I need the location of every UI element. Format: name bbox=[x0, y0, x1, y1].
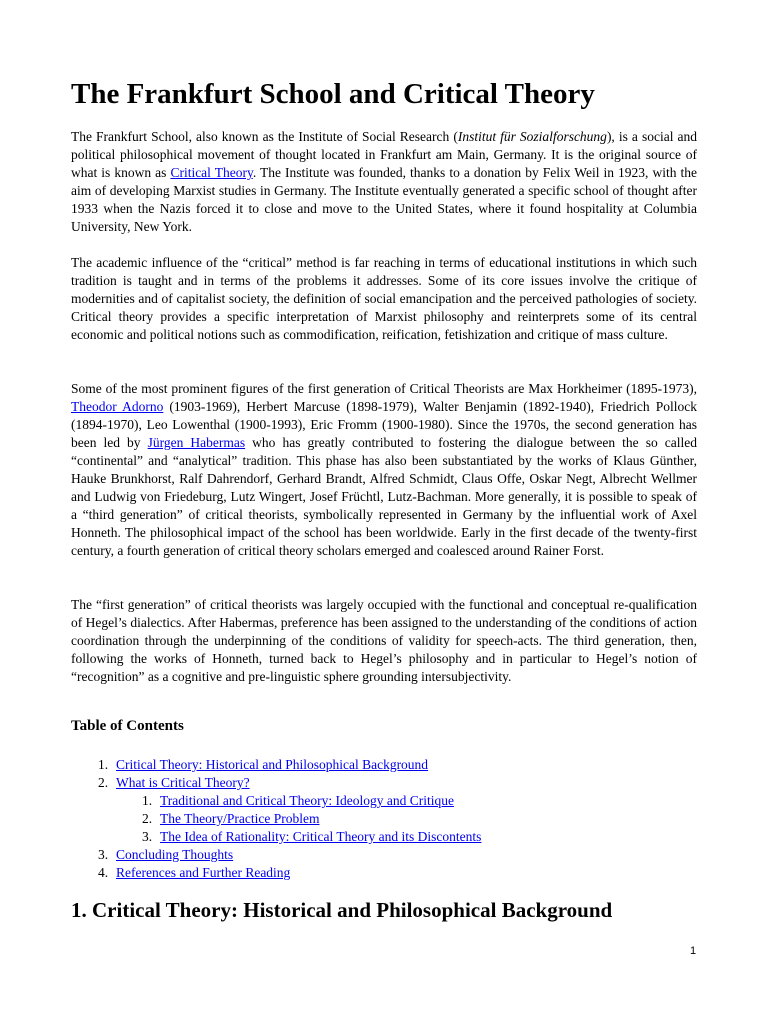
toc-number: 3. bbox=[98, 847, 109, 862]
institute-german-name: Institut für Sozialforschung bbox=[457, 129, 607, 144]
toc-link-what-is[interactable]: What is Critical Theory? bbox=[116, 775, 250, 790]
toc-link-concluding[interactable]: Concluding Thoughts bbox=[116, 847, 234, 862]
toc-title: Table of Contents bbox=[71, 718, 184, 734]
influence-paragraph: The academic influence of the “critical” method is far reaching in terms of educational institutions in which such tradition is taught and in terms of the problems it addresses. Some of its core issues involve the critique of modernities and of capitalist society, the definition of social emancipation and the perceived pathologies of society. Critical theory provides a specific interpretation of Marxist philosophy and reinterprets some of its central economic and political notions such as commodification, reification, fetishization and critique of mass culture. bbox=[71, 255, 697, 342]
toc-number: 2. bbox=[98, 775, 109, 790]
paragraph-text: (1903-1969), Herbert Marcuse (1898-1979), Walter Benjamin (1892-1940), Friedrich Pollock (1894-1970), Leo Lowenthal (1900-1993), Eric Fromm (1900-1980). Since the 1970s, the second generation has been led by bbox=[71, 399, 698, 450]
intro-paragraph bbox=[71, 128, 697, 236]
toc-link-traditional[interactable]: Traditional and Critical Theory: Ideology and Critique bbox=[160, 793, 454, 808]
paragraph-text: ), is a social and political philosophical movement of thought located in Frankfurt am Main, Germany. It is the original source of what is known as bbox=[71, 129, 697, 180]
toc-number: 2. bbox=[142, 811, 153, 826]
figures-paragraph bbox=[71, 380, 697, 560]
toc-link-background[interactable]: Critical Theory: Historical and Philosophical Background bbox=[116, 757, 429, 772]
paragraph-text: who has greatly contributed to fostering the dialogue between the so called “continental” and “analytical” tradition. This phase has also been substantiated by the works of Klaus Günther, Hauke Brunkhorst, Ralf Dahrendorf, Gerhard Brandt, Alfred Schmidt, Claus Offe, Oskar Negt, Albrecht Wellmer and Ludwig von Friedeburg, Lutz Wingert, Josef Früchtl, Lutz-Bachman. More generally, it is possible to speak of a “third generation” of critical theorists, symbolically represented in Germany by the influential work of Axel Honneth. The philosophical impact of the school has been worldwide. Early in the first decade of the twenty-first century, a fourth generation of critical theory scholars emerged and coalesced around Rainer Forst. bbox=[71, 435, 697, 558]
section-heading: 1. Critical Theory: Historical and Philosophical Background bbox=[71, 898, 613, 922]
jurgen-habermas-link[interactable]: Jürgen Habermas bbox=[147, 435, 246, 450]
toc-subitem bbox=[71, 792, 481, 810]
toc-number: 1. bbox=[142, 793, 153, 808]
toc-number: 3. bbox=[142, 829, 153, 844]
theodor-adorno-link[interactable]: Theodor Adorno bbox=[71, 399, 164, 414]
toc-item bbox=[71, 846, 481, 864]
toc-subitem bbox=[71, 828, 481, 846]
toc-number: 1. bbox=[98, 757, 109, 772]
paragraph-text: The Frankfurt School, also known as the Institute of Social Research ( bbox=[71, 129, 458, 144]
table-of-contents bbox=[71, 756, 481, 882]
toc-number: 4. bbox=[98, 865, 109, 880]
toc-link-theory-practice[interactable]: The Theory/Practice Problem bbox=[160, 811, 320, 826]
toc-subitem bbox=[71, 810, 481, 828]
page-number: 1 bbox=[690, 945, 697, 957]
toc-item bbox=[71, 756, 481, 774]
toc-item bbox=[71, 864, 481, 882]
toc-item bbox=[71, 774, 481, 792]
paragraph-text: . The Institute was founded, thanks to a donation by Felix Weil in 1923, with the aim of developing Marxist studies in Germany. The Institute eventually generated a specific school of thought after 1933 when the Nazis forced it to close and move to the United States, where it found hospitality at Columbia University, New York. bbox=[71, 165, 698, 234]
critical-theory-link[interactable]: Critical Theory bbox=[170, 165, 253, 180]
toc-link-references[interactable]: References and Further Reading bbox=[116, 865, 291, 880]
toc-link-rationality[interactable]: The Idea of Rationality: Critical Theory and its Discontents bbox=[160, 829, 482, 844]
page-title: The Frankfurt School and Critical Theory bbox=[71, 78, 595, 110]
paragraph-text: Some of the most prominent figures of the first generation of Critical Theorists are Max Horkheimer (1895-1973), bbox=[71, 381, 697, 396]
generations-paragraph: The “first generation” of critical theorists was largely occupied with the functional and conceptual re-qualification of Hegel’s dialectics. After Habermas, preference has been assigned to the understanding of the conditions of action coordination through the underpinning of the conditions of validity for speech-acts. The third generation, then, following the works of Honneth, turned back to Hegel’s philosophy and in particular to Hegel’s notion of “recognition” as a cognitive and pre-linguistic sphere grounding intersubjectivity. bbox=[71, 597, 697, 684]
